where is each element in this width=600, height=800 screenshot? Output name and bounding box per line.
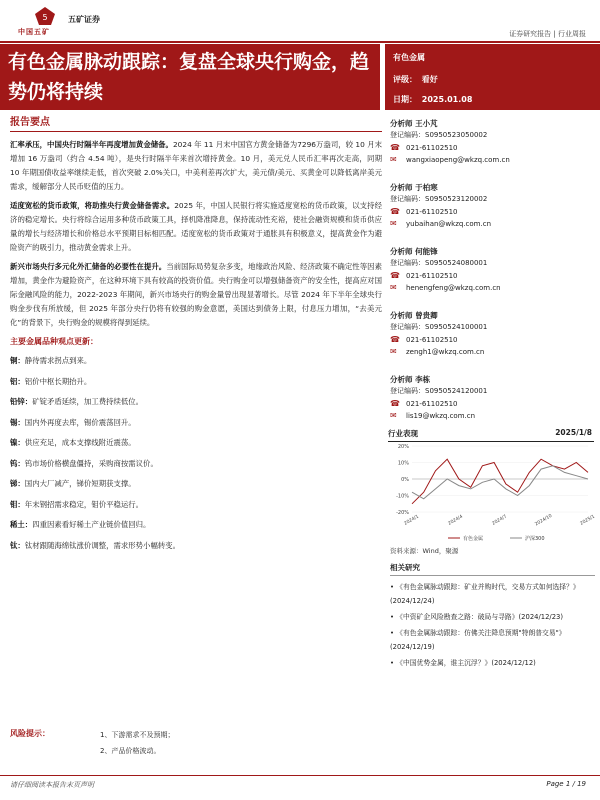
- y-tick-label: 0%: [401, 477, 409, 483]
- metals-heading: 主要金属品种观点更新：: [10, 337, 98, 346]
- summary-p2-lead: 适度宽松的货币政策，将助推央行黄金储备需求。: [10, 201, 175, 210]
- related-item[interactable]: • 《有色金属脉动跟踪：仿佛关注降息预期"特朗普交易"》(2024/12/19): [390, 629, 566, 651]
- phone-icon: ☎: [390, 334, 400, 344]
- analyst-name: 分析师 曾贵卿: [390, 311, 438, 320]
- analyst-reg: 登记编码：S0950524100001: [390, 323, 488, 331]
- analyst-phone: 021-61102510: [406, 335, 458, 344]
- metal-item: [10, 413, 382, 434]
- risk-label: 风险提示：: [10, 729, 50, 738]
- analyst-name: 分析师 于柏寒: [390, 183, 438, 192]
- y-tick-label: 10%: [397, 460, 409, 467]
- summary-p1-body: 2024 年 11 月末中国官方黄金储备为7296万盎司，较 10 月末增加 16 万盎司（约合 4.54 吨），是央行时隔半年来首次增持黄金。10 月，美元兑人民币汇率再次走高，同期 10 年期国债收益率继续走低，首次突破 2.0%关口，中美利差再次扩大，美元债/美元、买黄金可以降低离岸美元需求，缓解部分人民币贬值的压力。: [10, 140, 382, 191]
- related-heading: 相关研究: [390, 562, 595, 576]
- analyst-email[interactable]: yubaihan@wkzq.com.cn: [406, 220, 492, 228]
- email-icon: ✉: [390, 155, 397, 164]
- related-item[interactable]: • 《中资矿企风险勘查之路：破局与寻路》(2024/12/23): [390, 613, 563, 621]
- related-research: [390, 562, 595, 672]
- analyst-reg: 登记编码：S0950524120001: [390, 387, 488, 395]
- analyst-phone: 021-61102510: [406, 399, 458, 408]
- analyst-name: 分析师 李栋: [390, 375, 431, 384]
- company-logo: [12, 4, 152, 40]
- summary-paragraph-1: [10, 138, 382, 194]
- metal-name: 铝：: [10, 376, 25, 386]
- metal-view: 钛材跟随海绵钛涨价调整，需求形势小幅转变。: [24, 540, 181, 550]
- metal-item: [10, 392, 382, 413]
- performance-heading: [388, 428, 594, 442]
- email-icon: ✉: [390, 283, 397, 292]
- analyst-name: 分析师 何能锋: [390, 247, 438, 256]
- related-item[interactable]: • 《有色金属脉动跟踪：矿业并购时代，交易方式如何选择？》(2024/12/24): [390, 583, 580, 605]
- metal-item: [10, 474, 382, 495]
- analyst-name: 分析师 王小芃: [390, 119, 438, 128]
- metal-view: 静待需求拐点到来。: [24, 356, 92, 365]
- x-tick-label: 2024/7: [491, 514, 508, 527]
- metal-item: [10, 536, 382, 557]
- related-item-text[interactable]: 《有色金属脉动跟踪：矿业并购时代，交易方式如何选择？》(2024/12/24): [390, 583, 580, 605]
- metal-item: [10, 351, 382, 372]
- metal-item: [10, 433, 382, 454]
- x-tick-label: 2024/1: [403, 514, 420, 527]
- analyst-email[interactable]: lis19@wkzq.com.cn: [406, 412, 476, 420]
- performance-chart: [388, 442, 594, 546]
- metal-view: 四重因素看好稀土产业链价值回归。: [32, 520, 151, 529]
- rating-box: [385, 44, 600, 110]
- chart-source: 资料来源：Wind，聚源: [390, 547, 459, 555]
- x-tick-label: 2025/1: [579, 514, 596, 527]
- metal-name: 铅锌：: [10, 397, 33, 406]
- page-title: 有色金属脉动跟踪：复盘全球央行购金，趋势仍将持续: [8, 51, 370, 103]
- performance-title: 行业表现: [388, 429, 418, 438]
- logo-cn-name: 中国五矿: [18, 28, 50, 36]
- metal-name: 稀土：: [10, 520, 33, 529]
- analyst-card: [390, 182, 595, 244]
- metal-view: 钨市场价格横盘僵持，采购商按需议价。: [24, 458, 158, 468]
- analyst-phone: 021-61102510: [406, 143, 458, 152]
- metal-name: 钼：: [10, 499, 25, 509]
- legend-label: 有色金属: [463, 536, 484, 542]
- rating-row: [393, 74, 438, 85]
- performance-date: 2025/1/8: [555, 428, 592, 437]
- risk-item: 2、产品价格波动。: [100, 747, 161, 755]
- related-item[interactable]: • 《中国优势金属，谁主沉浮？》(2024/12/12): [390, 659, 536, 667]
- title-band: [0, 44, 380, 110]
- metal-view: 矿锭矛盾延续，加工费持续低位。: [32, 397, 144, 406]
- risk-item: 1、下游需求不及预期；: [100, 731, 175, 739]
- metal-view: 国内外再度去库，锡价震荡回升。: [24, 417, 136, 427]
- analyst-email[interactable]: zengh1@wkzq.com.cn: [406, 348, 485, 356]
- metal-item: [10, 372, 382, 393]
- metal-name: 钛：: [10, 540, 25, 550]
- page-number: Page 1 / 19: [546, 780, 586, 788]
- phone-icon: ☎: [390, 398, 400, 408]
- series-line-csi300: [412, 466, 588, 499]
- svg-text:5: 5: [42, 13, 48, 22]
- metal-item: [10, 454, 382, 475]
- y-tick-label: -10%: [396, 493, 409, 500]
- email-icon: ✉: [390, 219, 397, 228]
- summary-paragraph-3: [10, 260, 382, 330]
- phone-icon: ☎: [390, 142, 400, 152]
- footer-disclaimer: 请仔细阅读本报告末页声明: [10, 781, 94, 789]
- logo-brand-name: 五矿证券: [68, 15, 100, 24]
- analyst-phone: 021-61102510: [406, 207, 458, 216]
- main-content: [10, 113, 382, 556]
- metal-view: 供应充足，成本支撑线附近震荡。: [24, 438, 136, 447]
- y-tick-label: 20%: [397, 444, 409, 450]
- metal-name: 锡：: [10, 417, 25, 427]
- analyst-reg: 登记编码：S0950524080001: [390, 259, 488, 267]
- email-icon: ✉: [390, 347, 397, 356]
- summary-p1-lead: 汇率承压，中国央行时隔半年再度增加黄金储备。: [10, 140, 173, 149]
- metals-list: [10, 351, 382, 556]
- analyst-email[interactable]: henengfeng@wkzq.com.cn: [406, 284, 501, 292]
- analyst-reg: 登记编码：S0950523120002: [390, 195, 488, 203]
- related-item-text[interactable]: 《中资矿企风险勘查之路：破局与寻路》(2024/12/23): [396, 613, 563, 621]
- date-value: 2025.01.08: [421, 95, 473, 104]
- legend-label: 沪深300: [525, 536, 545, 542]
- series-line-nonferrous: [412, 459, 588, 504]
- industry-category: 有色金属: [393, 53, 425, 62]
- analyst-card: [390, 246, 595, 308]
- summary-paragraph-2: [10, 199, 382, 255]
- related-item-text[interactable]: 《有色金属脉动跟踪：仿佛关注降息预期"特朗普交易"》(2024/12/19): [390, 629, 566, 651]
- summary-p2-body: 2025 年，中国人民银行将实施适度宽松的货币政策，以支持经济的稳定增长。央行将综合运用多种货币政策工具，择机降准降息，保持流动性充裕，使社会融资规模和货币供应量的增长与经济增长和价格总水平预期目标相匹配。适度宽松的货币政策对于通胀具有积极意义，提高黄金作为避险资产的吸引力，推动黄金需求上升。: [10, 201, 382, 252]
- metal-view: 铝价中枢长期抬升。: [24, 376, 92, 386]
- breadcrumb: 证券研究报告 | 行业周报: [509, 30, 586, 38]
- metal-name: 铜：: [10, 356, 25, 365]
- rating-value: 看好: [421, 75, 438, 84]
- metal-item: [10, 515, 382, 536]
- analyst-phone: 021-61102510: [406, 271, 458, 280]
- date-row: [393, 94, 472, 105]
- footer-divider: [0, 775, 600, 776]
- summary-p3-body: 当前国际局势复杂多变，地缘政治风险、经济政策不确定性等因素增加，黄金作为避险资产，在这种环境下具有较高的投资价值。央行购金可以增强储备资产的安全性，提高应对国际金融风险的能力，2022-2023 年期间，新兴市场央行的购金量曾出现显著增长。尽管 2024 年下半年全球央行购金步伐有所放缓，但 2025 年部分央行仍将有较强的购金意愿，美国达到债务上限，付息压力增加，“去美元化”的背景下，央行购金的规模将得到延续。: [10, 262, 382, 327]
- metal-name: 钨：: [10, 458, 25, 468]
- x-tick-label: 2024/4: [447, 514, 464, 527]
- analyst-email[interactable]: wangxiaopeng@wkzq.com.cn: [406, 156, 510, 164]
- metal-item: [10, 495, 382, 516]
- metal-name: 锑：: [10, 479, 25, 488]
- summary-heading: 报告要点: [10, 113, 382, 132]
- x-tick-label: 2024/10: [534, 513, 554, 528]
- phone-icon: ☎: [390, 270, 400, 280]
- header-divider: [0, 41, 600, 43]
- analyst-card: [390, 374, 595, 436]
- metal-view: 国内大厂减产，锑价短期获支撑。: [24, 479, 136, 488]
- date-label: 日期：: [393, 95, 417, 104]
- summary-p3-lead: 新兴市场央行多元化外汇储备的必要性在提升。: [10, 262, 167, 271]
- analyst-list: [390, 116, 595, 436]
- analyst-reg: 登记编码：S0950523050002: [390, 131, 488, 139]
- email-icon: ✉: [390, 411, 397, 420]
- analyst-card: [390, 118, 595, 180]
- rating-label: 评级：: [393, 75, 417, 84]
- y-tick-label: -20%: [396, 510, 409, 516]
- industry-performance: [388, 428, 594, 560]
- metal-name: 镍：: [10, 438, 25, 447]
- phone-icon: ☎: [390, 206, 400, 216]
- metal-view: 年末钢招需求稳定，钼价平稳运行。: [24, 499, 144, 509]
- five-minmetals-logo-icon: [34, 6, 56, 26]
- related-item-text[interactable]: 《中国优势金属，谁主沉浮？》(2024/12/12): [396, 659, 536, 667]
- analyst-card: [390, 310, 595, 372]
